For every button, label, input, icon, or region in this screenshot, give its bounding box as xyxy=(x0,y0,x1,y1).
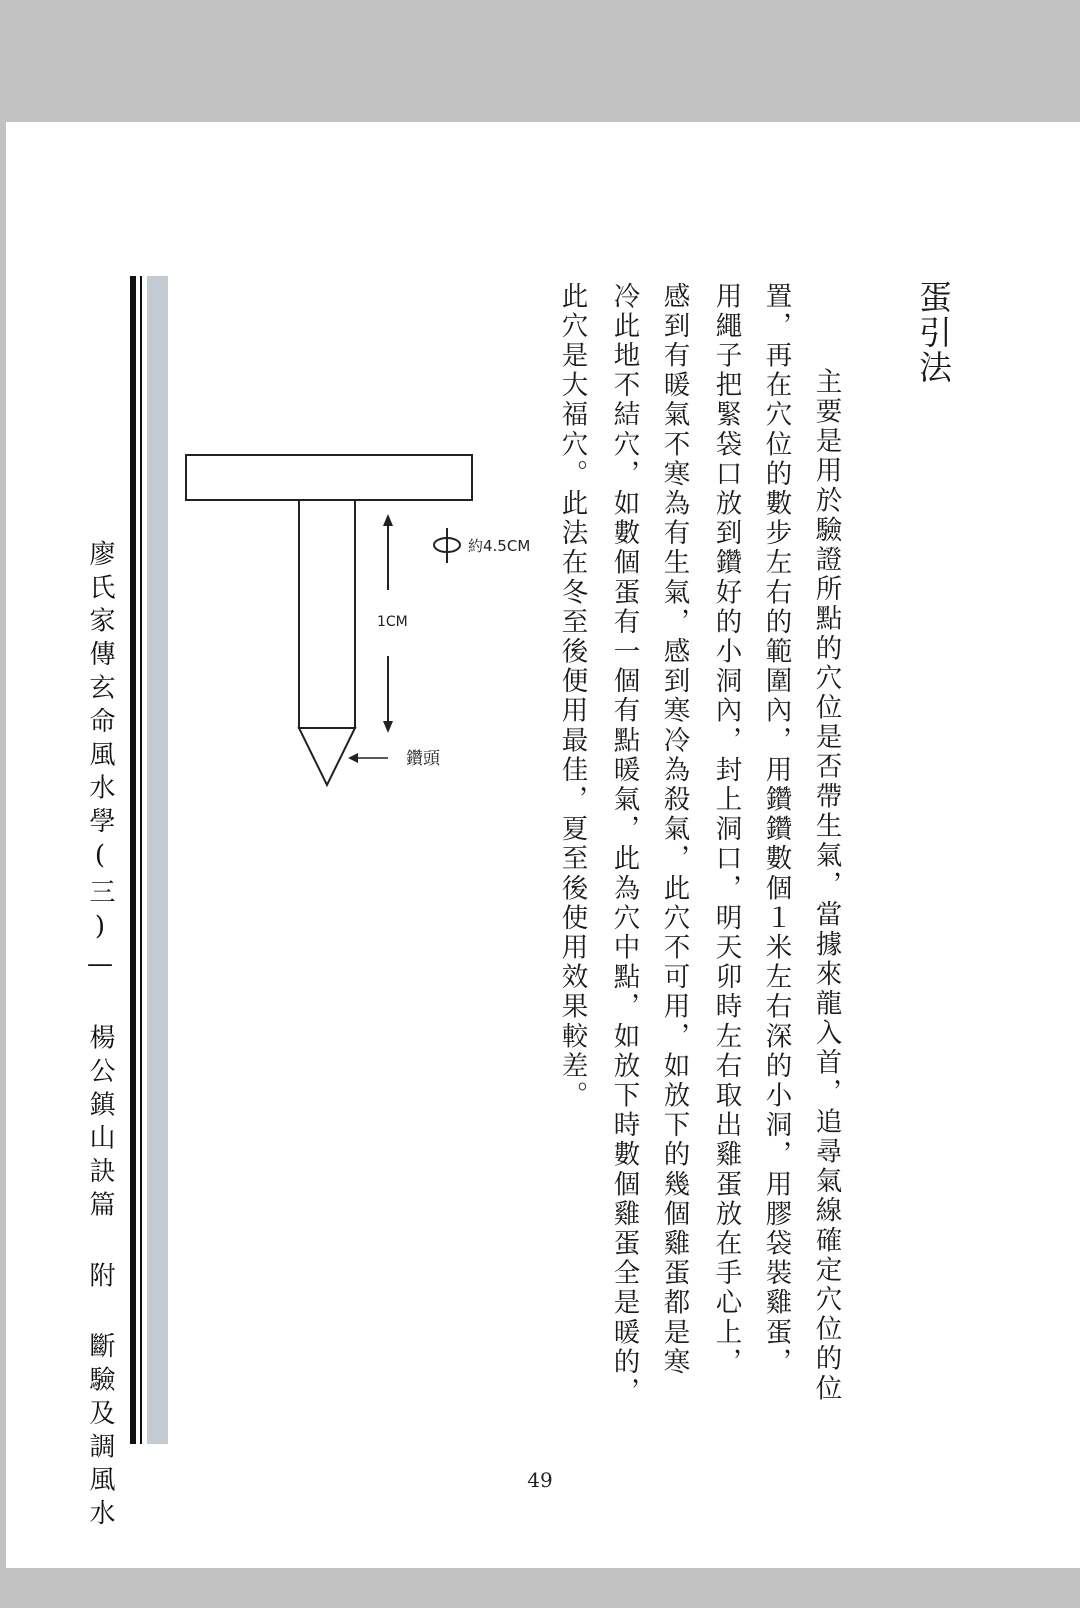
body-column-6: 此穴是大福穴。此法在冬至後便用最佳，夏至後使用效果較差。 xyxy=(556,282,588,1111)
arrowhead-up xyxy=(383,514,393,526)
page-number: 49 xyxy=(527,1468,553,1492)
arrowhead-down xyxy=(383,721,393,733)
drill-shaft xyxy=(299,500,355,728)
body-column-5: 冷此地不結穴，如數個蛋有一個有點暖氣，此為穴中點，如放下時數個雞蛋全是暖的， xyxy=(608,282,640,1407)
diameter-label: 約4.5CM xyxy=(468,537,531,555)
drill-tip xyxy=(299,728,355,785)
body-column-4: 感到有暖氣不寒為有生氣，感到寒冷為殺氣，此穴不可用，如放下的幾個雞蛋都是寒 xyxy=(658,282,690,1378)
drill-handle xyxy=(186,455,472,500)
tip-pointer-arrowhead xyxy=(348,753,358,763)
length-label: 1CM xyxy=(377,614,408,630)
section-title: 蛋引法 xyxy=(914,280,953,385)
body-column-3: 用繩子把緊袋口放到鑽好的小洞內，封上洞口，明天卯時左右取出雞蛋放在手心上， xyxy=(710,282,742,1378)
body-column-1: 主要是用於驗證所點的穴位是否帶生氣，當據來龍入首，追尋氣線確定穴位的位 xyxy=(810,338,842,1404)
body-column-2: 置，再在穴位的數步左右的範圍內，用鑽鑽數個１米左右深的小洞，用膠袋裝雞蛋， xyxy=(760,282,792,1378)
running-title: 廖氏家傳玄命風水學(三)— 楊公鎮山訣篇 附 斷驗及調風水 xyxy=(85,540,115,1533)
tip-label: 鑽頭 xyxy=(406,749,440,769)
